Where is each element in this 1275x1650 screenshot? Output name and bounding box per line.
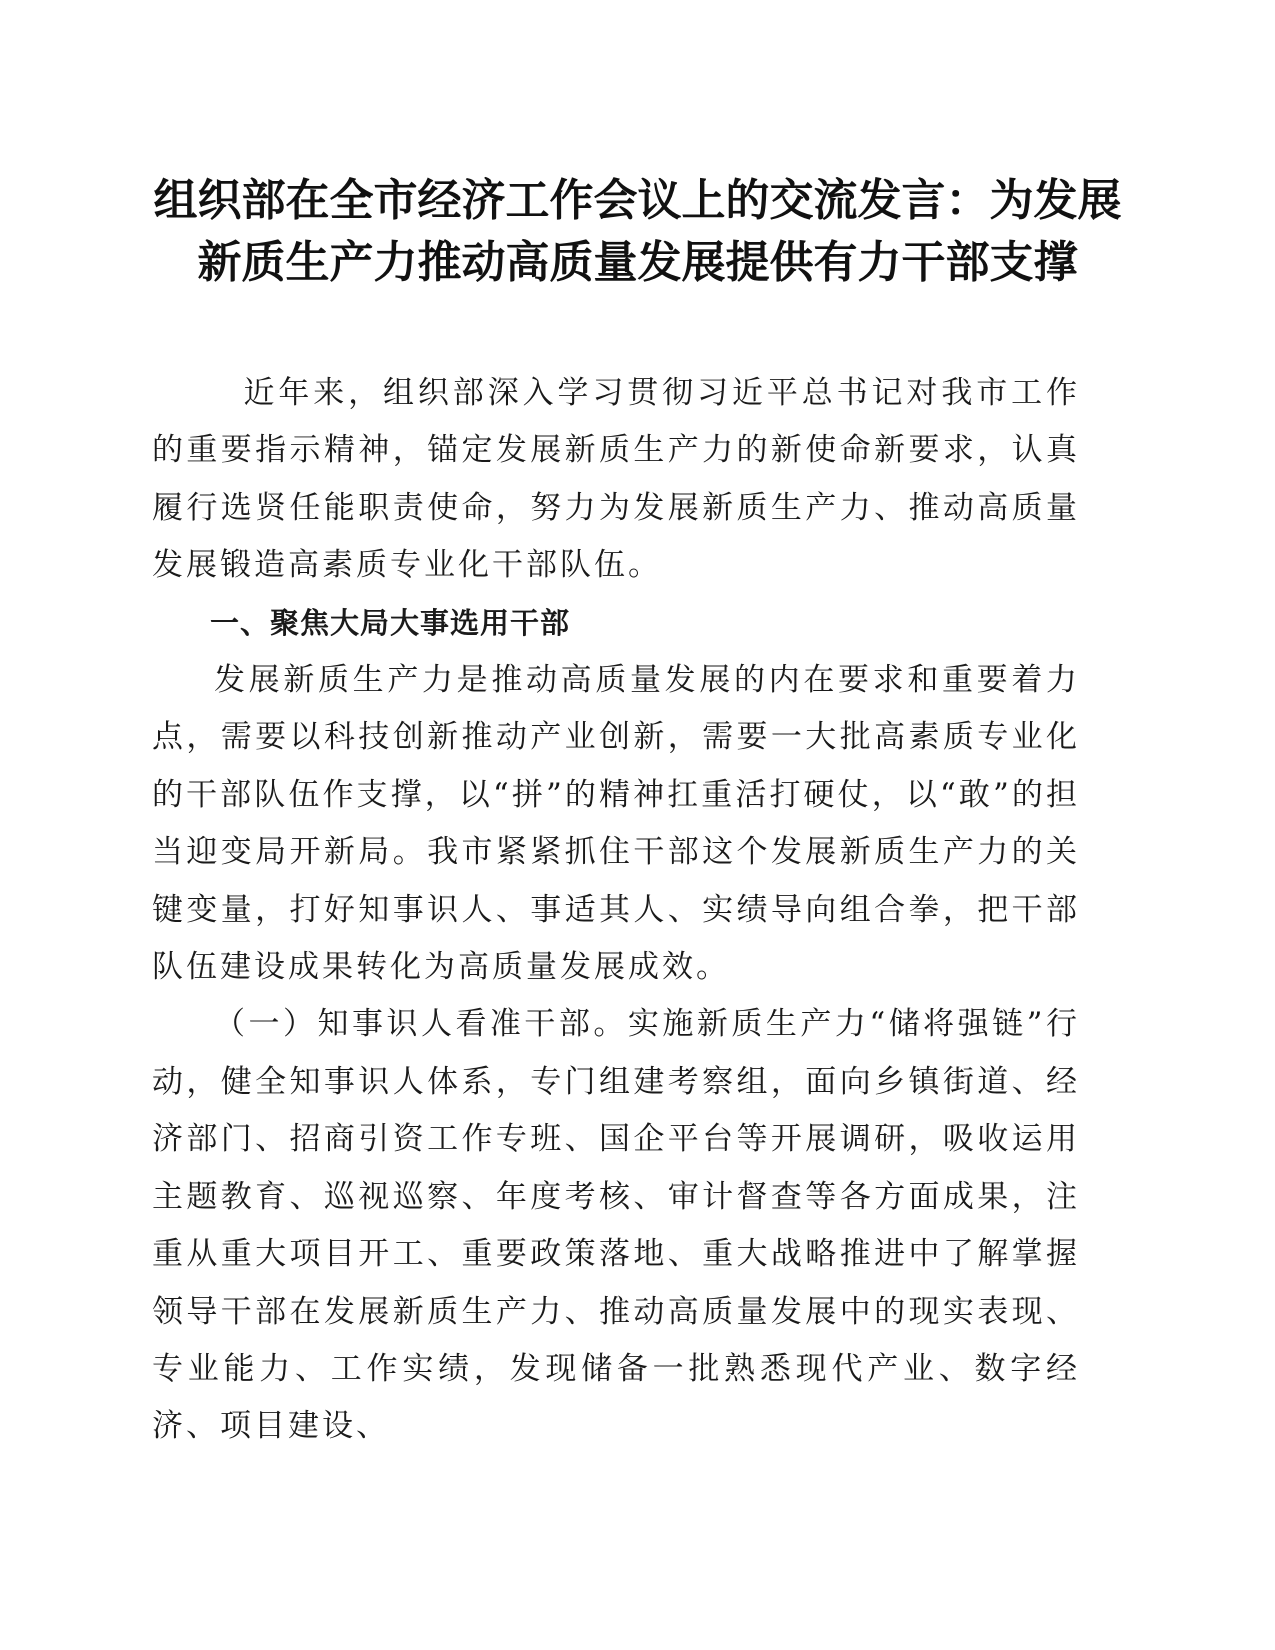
intro-paragraph: 近年来，组织部深入学习贯彻习近平总书记对我市工作的重要指示精神，锚定发展新质生产力的新使命新要求，认真履行选贤任能职责使命，努力为发展新质生产力、推动高质量发展锻造高素质专业化干部队伍。 <box>152 375 1080 584</box>
section-paragraph: 发展新质生产力是推动高质量发展的内在要求和重要着力点，需要以科技创新推动产业创新，需要一大批高素质专业化的干部队伍作支撑，以“拼”的精神扛重活打硬仗，以“敢”的担当迎变局开新局。我市紧紧抓住干部这个发展新质生产力的关键变量，打好知事识人、事适其人、实绩导向组合拳，把干部队伍建设成果转化为高质量发展成效。 <box>152 662 1080 986</box>
document-title: 组织部在全市经济工作会议上的交流发言：为发展新质生产力推动高质量发展提供有力干部支撑 <box>153 175 1122 288</box>
document-body <box>152 365 1080 1456</box>
subsection-paragraph: （一）知事识人看准干部。实施新质生产力“储将强链”行动，健全知事识人体系，专门组建考察组，面向乡镇街道、经济部门、招商引资工作专班、国企平台等开展调研，吸收运用主题教育、巡视巡察、年度考核、审计督查等各方面成果，注重从重大项目开工、重要政策落地、重大战略推进中了解掌握领导干部在发展新质生产力、推动高质量发展中的现实表现、专业能力、工作实绩，发现储备一批熟悉现代产业、数字经济、项目建设、 <box>152 1006 1080 1445</box>
section-heading: 一、聚焦大局大事选用干部 <box>210 605 571 640</box>
